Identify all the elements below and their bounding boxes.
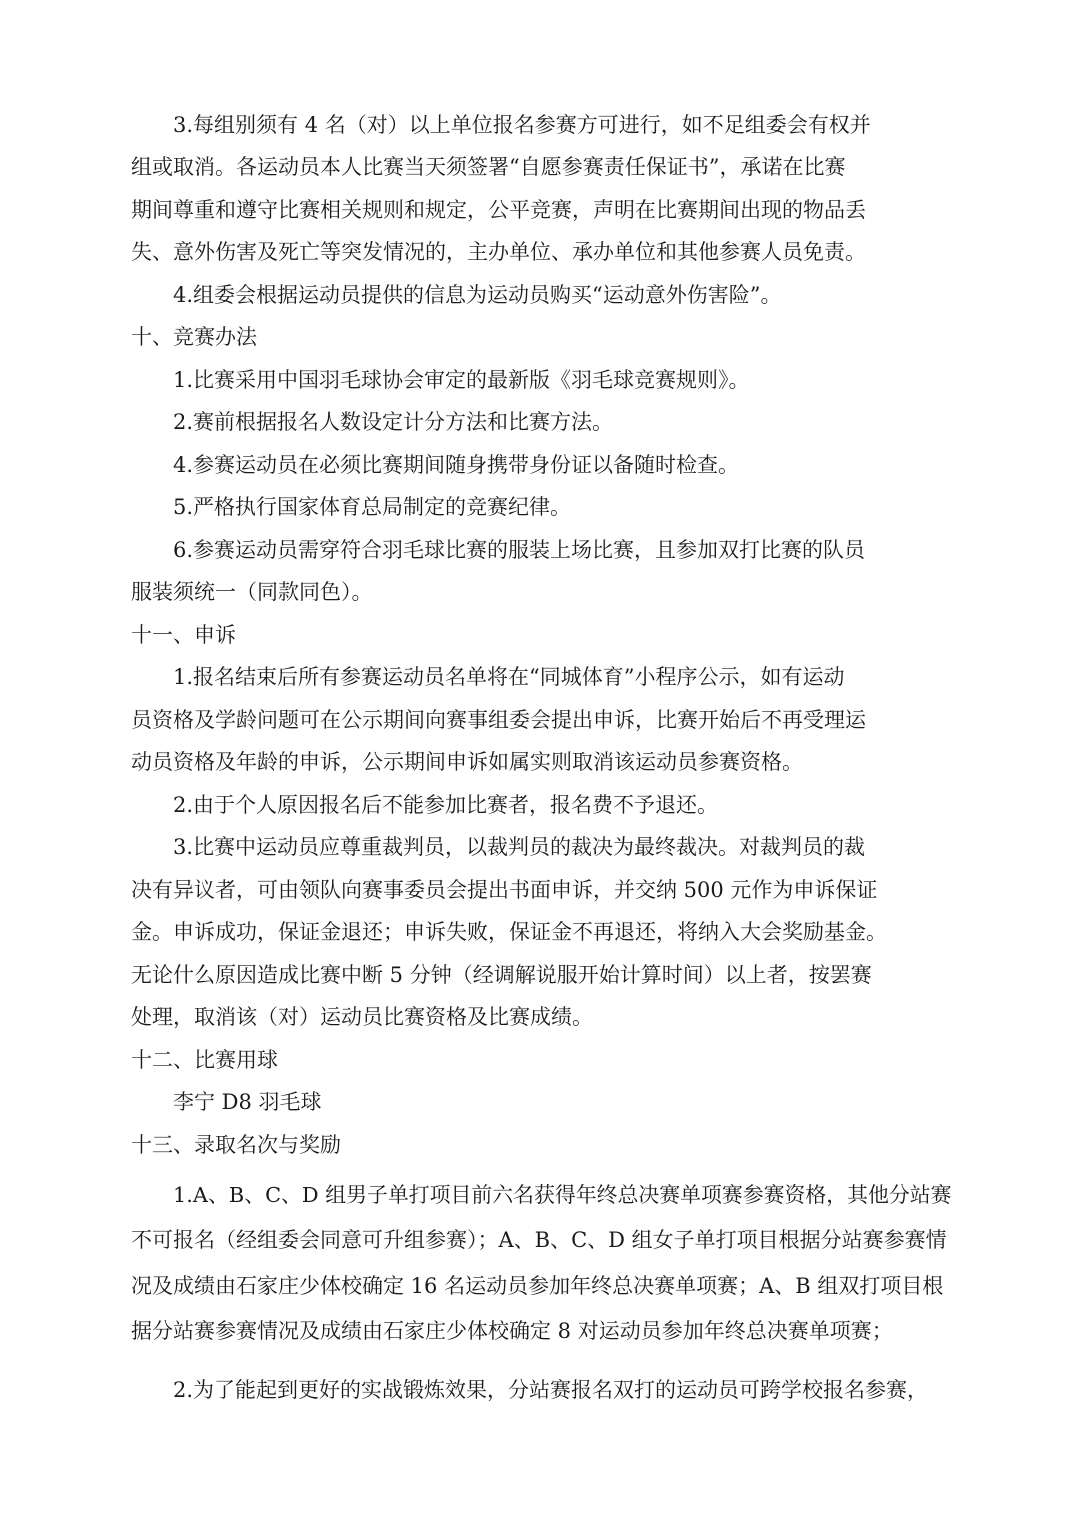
paragraph-line: 2.为了能起到更好的实战锻炼效果，分站赛报名双打的运动员可跨学校报名参赛， [173,1378,929,1402]
paragraph-line: 决有异议者，可由领队向赛事委员会提出书面申诉，并交纳 500 元作为申诉保证 [131,878,878,902]
paragraph-line: 2.赛前根据报名人数设定计分方法和比赛方法。 [173,410,614,434]
paragraph-line: 期间尊重和遵守比赛相关规则和规定，公平竞赛，声明在比赛期间出现的物品丢 [131,198,866,222]
paragraph-line: 金。申诉成功，保证金退还；申诉失败，保证金不再退还，将纳入大会奖励基金。 [131,920,887,944]
paragraph-line: 组或取消。各运动员本人比赛当天须签署“自愿参赛责任保证书”，承诺在比赛 [131,155,846,179]
paragraph-line: 服装须统一（同款同色）。 [131,580,373,604]
paragraph-line: 3.比赛中运动员应尊重裁判员，以裁判员的裁决为最终裁决。对裁判员的裁 [173,835,866,859]
section-heading: 十二、比赛用球 [131,1048,278,1072]
paragraph-line: 1.比赛采用中国羽毛球协会审定的最新版《羽毛球竞赛规则》。 [173,368,750,392]
paragraph-line: 4.组委会根据运动员提供的信息为运动员购买“运动意外伤害险”。 [173,283,782,307]
paragraph-line: 2.由于个人原因报名后不能参加比赛者，报名费不予退还。 [173,793,719,817]
paragraph-line: 1.A、B、C、D 组男子单打项目前六名获得年终总决赛单项赛参赛资格，其他分站赛 [173,1183,952,1207]
paragraph-line: 5.严格执行国家体育总局制定的竞赛纪律。 [173,495,572,519]
paragraph-line: 6.参赛运动员需穿符合羽毛球比赛的服装上场比赛，且参加双打比赛的队员 [173,538,866,562]
paragraph-line: 无论什么原因造成比赛中断 5 分钟（经调解说服开始计算时间）以上者，按罢赛 [131,963,872,987]
section-heading: 十三、录取名次与奖励 [131,1133,341,1157]
paragraph-line: 处理，取消该（对）运动员比赛资格及比赛成绩。 [131,1005,593,1029]
paragraph-line: 不可报名（经组委会同意可升组参赛）；A、B、C、D 组女子单打项目根据分站赛参赛情 [131,1228,947,1252]
paragraph-line: 况及成绩由石家庄少体校确定 16 名运动员参加年终总决赛单项赛；A、B 组双打项目根 [131,1274,944,1298]
paragraph-line: 动员资格及年龄的申诉，公示期间申诉如属实则取消该运动员参赛资格。 [131,750,803,774]
paragraph-line: 4.参赛运动员在必须比赛期间随身携带身份证以备随时检查。 [173,453,740,477]
section-heading: 十、竞赛办法 [131,325,257,349]
paragraph-line: 员资格及学龄问题可在公示期间向赛事组委会提出申诉，比赛开始后不再受理运 [131,708,866,732]
paragraph-line: 1.报名结束后所有参赛运动员名单将在“同城体育”小程序公示，如有运动 [173,665,845,689]
paragraph-line: 失、意外伤害及死亡等突发情况的，主办单位、承办单位和其他参赛人员免责。 [131,240,866,264]
paragraph-line: 李宁 D8 羽毛球 [173,1090,322,1114]
paragraph-line: 3.每组别须有 4 名（对）以上单位报名参赛方可进行，如不足组委会有权并 [173,113,871,137]
paragraph-line: 据分站赛参赛情况及成绩由石家庄少体校确定 8 对运动员参加年终总决赛单项赛； [131,1319,893,1343]
section-heading: 十一、申诉 [131,623,236,647]
